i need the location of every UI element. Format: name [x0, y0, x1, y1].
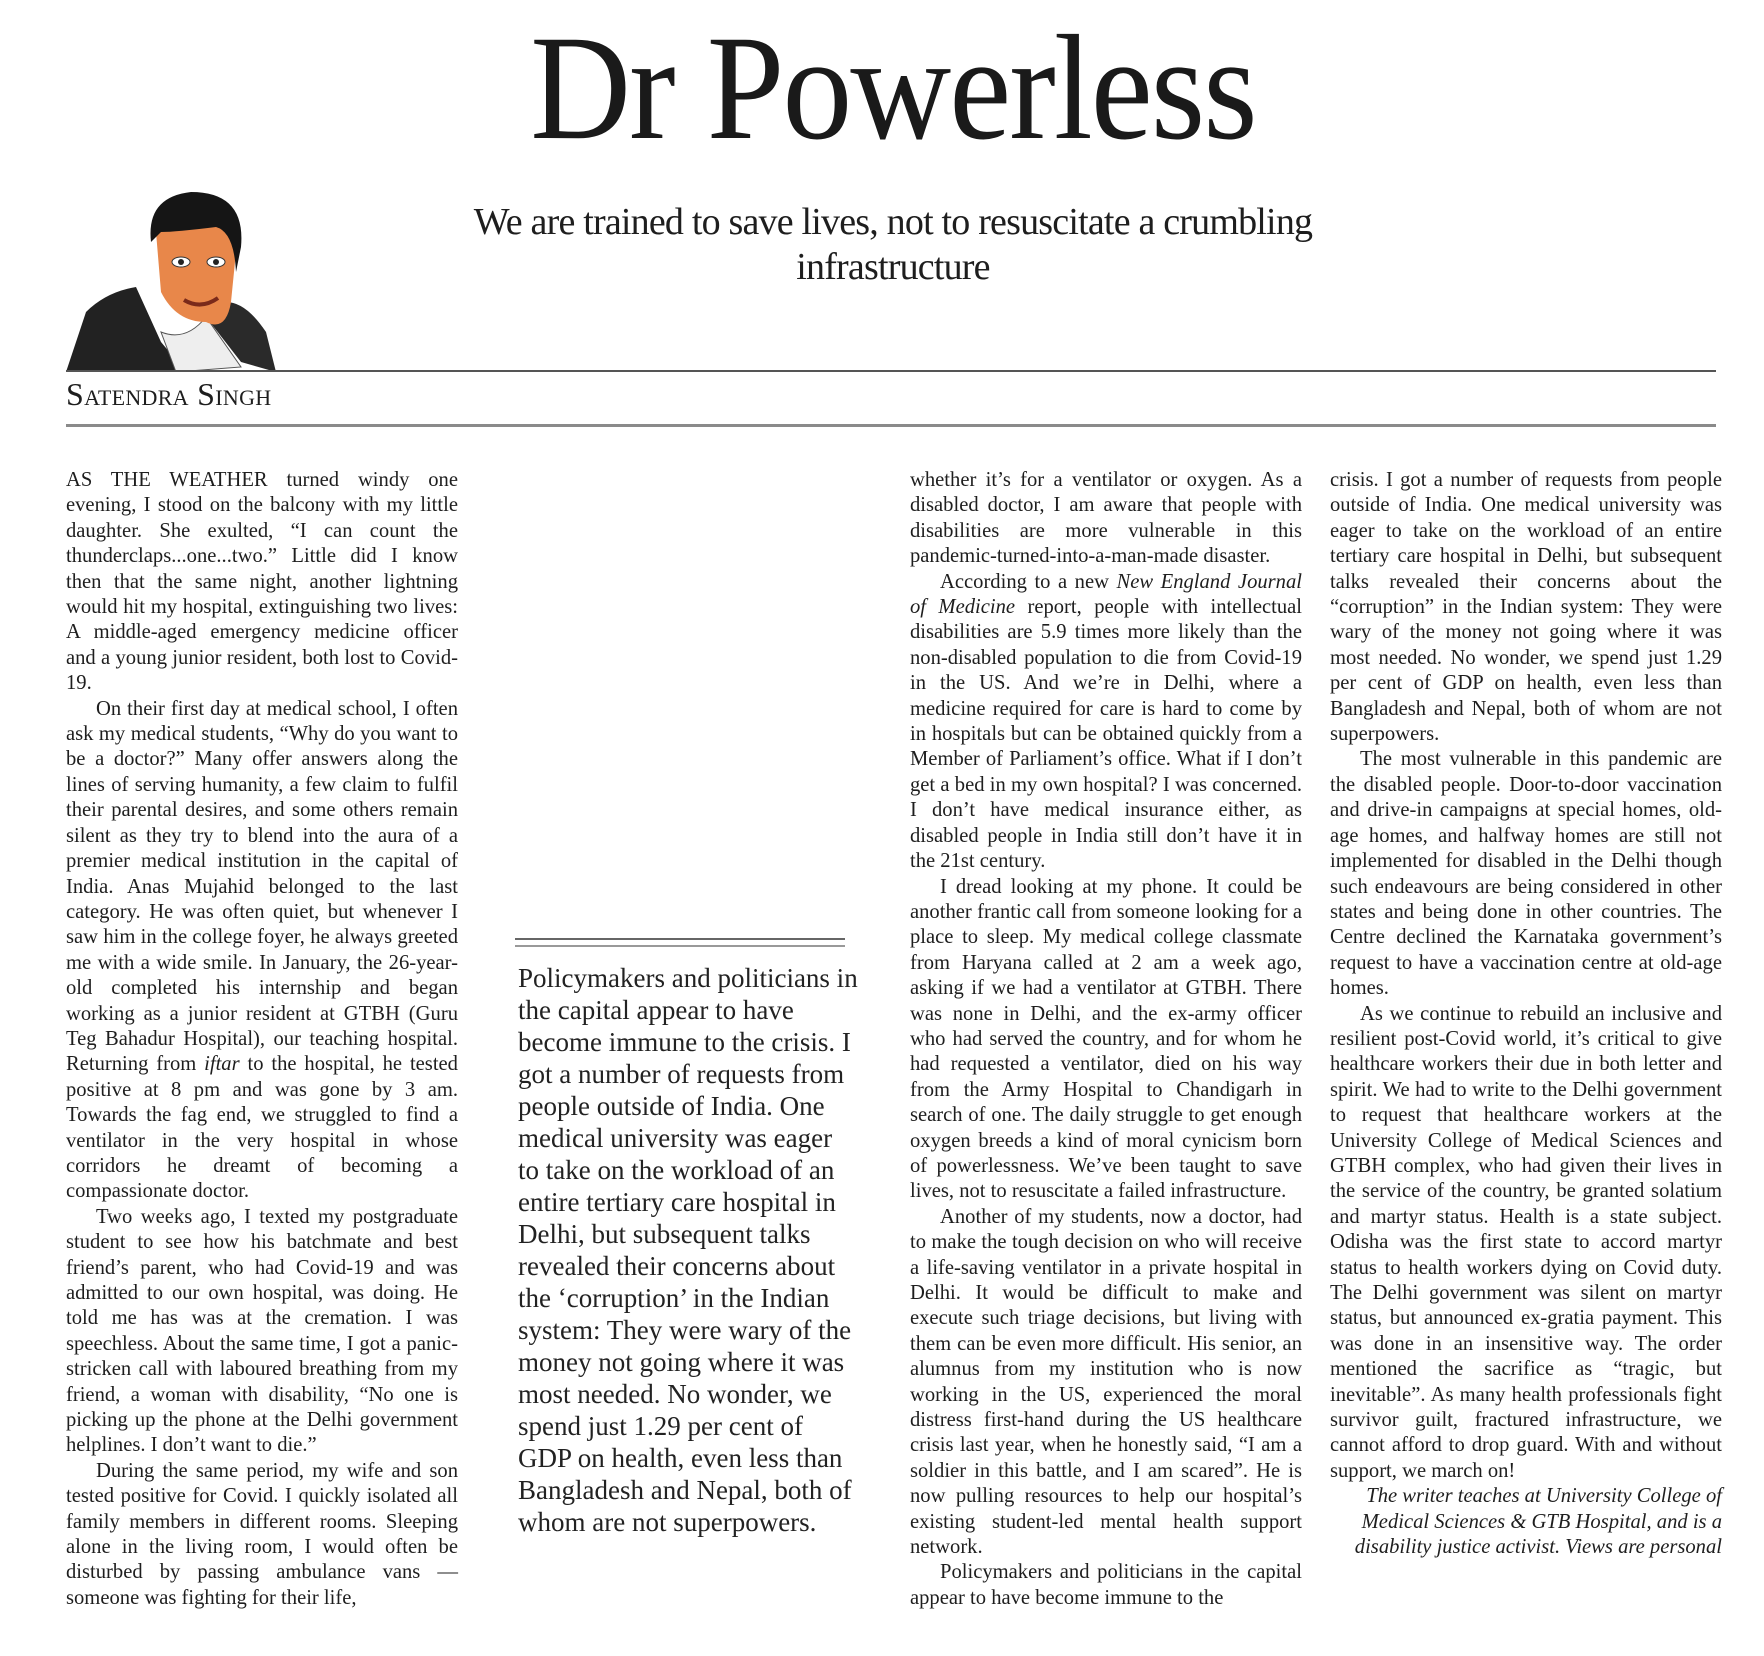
headline: Dr Powerless: [530, 5, 1256, 171]
text-segment: Two weeks ago, I texted my postgraduate student to see how his batchmate and best friend’s parent, who had Covid-19 and was admitted to our own hospital, was doing. He told me has was at the cremation. I was speechless. About the same time, I got a panic-stricken call with laboured breathing from my friend, a woman with disability, “No one is picking up the phone at the Delhi government helplines. I don’t want to die.”: [66, 1205, 458, 1457]
paragraph: [66, 468, 458, 697]
paragraph: [910, 1560, 1302, 1611]
paragraph: [66, 1205, 458, 1459]
paragraph: [910, 468, 1302, 570]
italic-text: iftar: [204, 1053, 240, 1076]
text-segment: Policymakers and politicians in the capital appear to have become immune to the: [910, 1561, 1302, 1609]
italic-text: New England Journal of Medicine: [910, 570, 1302, 619]
text-segment: As we continue to rebuild an inclusive and resilient post-Covid world, it’s critical to give healthcare workers their due in both letter and spirit. We had to write to the Delhi government to request that healthcare workers at the University College of Medical Sciences and GTBH complex, who had given their lives in the service of the country, be granted solatium and martyr status. Health is a state subject. Odisha was the first state to accord martyr status to health workers dying on Covid duty. The Delhi government was silent on martyr status, but announced ex-gratia payment. This was done in an insensitive way. The order mentioned the sacrifice as “tragic, but inevitable”. As many health professionals fight survivor guilt, fractured infrastructure, we cannot afford to drop guard. With and without support, we march on!: [1330, 1002, 1722, 1482]
text-segment: I dread looking at my phone. It could be another frantic call from someone looking for a place to sleep. My medical college classmate from Haryana called at 2 am a week ago, asking if we had a ventilator at GTBH. There was none in Delhi, and the ex-army officer who had served the country, and for whom he had requested a ventilator, died on his way from the Army Hospital to Chandigarh in search of one. The daily struggle to get enough oxygen breeds a kind of moral cynicism born of powerlessness. We’ve been taught to save lives, not to resuscitate a failed infrastructure.: [910, 875, 1302, 1203]
article-column-1: [66, 468, 458, 1611]
paragraph: [910, 1205, 1302, 1561]
text-segment: AS THE WEATHER turned windy one evening, I stood on the balcony with my little daughter. She exulted, “I can count the thunderclaps...one...two.” Little did I know then that the same night, another lightning would hit my hospital, extinguishing two lives: A middle-aged emergency medicine officer and a young junior resident, both lost to Covid-19.: [66, 469, 458, 695]
pull-quote-rule: [515, 938, 845, 940]
paragraph: [66, 697, 458, 1205]
author-bio: The writer teaches at University College of Medical Sciences & GTB Hospital, and is a disability justice activist. Views are personal: [1354, 1485, 1722, 1559]
deck-subtitle: We are trained to save lives, not to resuscitate a crumbling infrastructure: [473, 201, 1313, 288]
text-segment: The most vulnerable in this pandemic are the disabled people. Door-to-door vaccination and drive-in campaigns at special homes, old-age homes, and halfway homes are still not implemented for disabled in the Delhi though such endeavours are being considered in other states and being done in other countries. The Centre declined the Karnataka government’s request to have a vaccination centre at old-age homes.: [1330, 748, 1722, 1000]
text-segment: report, people with intellectual disabilities are 5.9 times more likely than the non-disabled population to die from Covid-19 in the US. And we’re in Delhi, where a medicine required for care is hard to come by in hospitals but can be obtained quickly from a Member of Parliament’s office. What if I don’t get a bed in my own hospital? I was concerned. I don’t have medical insurance either, as disabled people in India still don’t have it in the 21st century.: [910, 596, 1303, 873]
text-segment: On their first day at medical school, I often ask my medical students, “Why do you want to be a doctor?” Many offer answers along the lines of serving humanity, a few claim to fulfil their parental desires, and some others remain silent as they try to blend into the aura of a premier medical institution in the capital of India. Anas Mujahid belonged to the last category. He was often quiet, but whenever I saw him in the college foyer, he always greeted me with a wide smile. In January, the 26-year-old completed his internship and began working as a junior resident at GTBH (Guru Teg Bahadur Hospital), our teaching hospital. Returning from: [66, 697, 458, 1076]
text-segment: to the hospital, he tested positive at 8 pm and was gone by 3 am. Towards the fag end, we struggled to find a ventilator in the very hospital in whose corridors he dreamt of becoming a compassionate doctor.: [66, 1053, 458, 1203]
top-divider: [66, 370, 1716, 372]
paragraph: [910, 875, 1302, 1205]
text-segment: During the same period, my wife and son tested positive for Covid. I quickly isolated all family members in different rooms. Sleeping alone in the living room, I would often be disturbed by passing ambulance vans — someone was fighting for their life,: [66, 1459, 458, 1609]
text-segment: Another of my students, now a doctor, had to make the tough decision on who will receive a life-saving ventilator in a private hospital in Delhi. It would be difficult to make and execute such triage decisions, but living with them can be even more difficult. His senior, an alumnus from my institution who is now working in the US, experienced the moral distress first-hand during the US healthcare crisis last year, when he honestly said, “I am a soldier in this battle, and I am scared”. He is now pulling resources to help our hospital’s existing student-led mental health support network.: [910, 1205, 1302, 1559]
text-segment: whether it’s for a ventilator or oxygen. As a disabled doctor, I am aware that people with disabilities are more vulnerable in this pandemic-turned-into-a-man-made disaster.: [910, 469, 1302, 568]
paragraph: [1330, 747, 1722, 1001]
text-segment: According to a new: [940, 570, 1117, 593]
pull-quote: Policymakers and politicians in the capital appear to have become immune to the crisis. I got a number of requests from people outside of India. One medical university was eager to take on the workload of an entire tertiary care hospital in Delhi, but subsequent talks revealed their concerns about the ‘corruption’ in the Indian system: They were wary of the money not going where it was most needed. No wonder, we spend just 1.29 per cent of GDP on health, even less than Bangladesh and Nepal, both of whom are not superpowers.: [518, 963, 858, 1537]
pull-quote-rule: [515, 945, 845, 947]
author-name: Satendra Singh: [66, 376, 272, 412]
paragraph: [66, 1459, 458, 1611]
paragraph: [1330, 468, 1722, 747]
article-column-4: [1330, 468, 1722, 1560]
paragraph: [910, 570, 1302, 875]
byline-divider: [66, 424, 1716, 427]
author-caricature-icon: [66, 192, 276, 372]
paragraph: [1330, 1002, 1722, 1485]
article-column-3: [910, 468, 1302, 1611]
text-segment: crisis. I got a number of requests from people outside of India. One medical university was eager to take on the workload of an entire tertiary care hospital in Delhi, but subsequent talks revealed their concerns about the “corruption” in the Indian system: They were wary of the money not going where it was most needed. No wonder, we spend just 1.29 per cent of GDP on health, even less than Bangladesh and Nepal, both of whom are not superpowers.: [1330, 469, 1722, 746]
